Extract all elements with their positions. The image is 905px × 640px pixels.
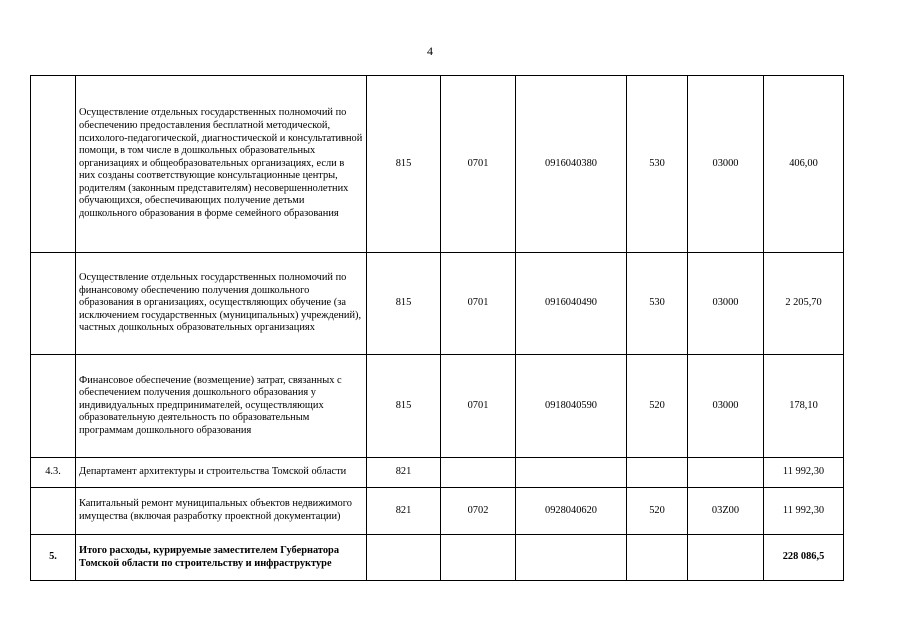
row-csr: 0918040590 — [516, 355, 627, 458]
row-csr: 0916040380 — [516, 76, 627, 253]
row-rzpr: 0702 — [441, 488, 516, 535]
row-vr: 530 — [627, 253, 688, 355]
row-vr: 520 — [627, 488, 688, 535]
row-kosgu: 03000 — [688, 253, 764, 355]
row-sum: 2 205,70 — [764, 253, 844, 355]
row-vr — [627, 458, 688, 488]
row-number — [31, 253, 76, 355]
total-empty-cell — [367, 535, 441, 581]
total-empty-cell — [441, 535, 516, 581]
row-name: Осуществление отдельных государственных полномочий по обеспечению предоставления бесплатной методической, психолого-педагогической, диагностической и консультативной помощи, в том числе в дошкольных образовательных организациях и общеобразовательных организациях, если в них созданы соответствующие консультационные центры, родителям (законным представителям) несовершеннолетних обучающихся, обеспечивающих получение детьми дошкольного образования в форме семейного образования — [76, 76, 367, 253]
row-name: Финансовое обеспечение (возмещение) затрат, связанных с обеспечением получения дошкольного образования у индивидуальных предпринимателей, осуществляющих образовательную деятельность по образовательным программам дошкольного образования — [76, 355, 367, 458]
row-ved: 815 — [367, 76, 441, 253]
row-number: 4.3. — [31, 458, 76, 488]
row-name: Капитальный ремонт муниципальных объектов недвижимого имущества (включая разработку проектной документации) — [76, 488, 367, 535]
total-empty-cell — [516, 535, 627, 581]
table-row — [31, 458, 844, 488]
row-vr: 530 — [627, 76, 688, 253]
row-kosgu: 03000 — [688, 76, 764, 253]
table-row — [31, 355, 844, 458]
row-sum: 178,10 — [764, 355, 844, 458]
row-kosgu: 03000 — [688, 355, 764, 458]
row-sum: 406,00 — [764, 76, 844, 253]
row-number — [31, 76, 76, 253]
row-csr: 0928040620 — [516, 488, 627, 535]
row-number — [31, 355, 76, 458]
row-ved: 815 — [367, 253, 441, 355]
table-row — [31, 253, 844, 355]
row-kosgu — [688, 458, 764, 488]
row-name: Осуществление отдельных государственных полномочий по финансовому обеспечению получения дошкольного образования в организациях, осуществляющих обучение (за исключением государственных (муниципальных) учреждений), частных дошкольных образовательных организациях — [76, 253, 367, 355]
total-empty-cell — [627, 535, 688, 581]
row-ved: 821 — [367, 458, 441, 488]
row-number — [31, 488, 76, 535]
total-empty-cell — [688, 535, 764, 581]
total-name: Итого расходы, курируемые заместителем Губернатора Томской области по строительству и инфраструктуре — [76, 535, 367, 581]
row-rzpr — [441, 458, 516, 488]
row-kosgu: 03Z00 — [688, 488, 764, 535]
table-row — [31, 488, 844, 535]
row-sum: 11 992,30 — [764, 488, 844, 535]
row-sum: 11 992,30 — [764, 458, 844, 488]
page-number: 4 — [427, 44, 433, 58]
row-vr: 520 — [627, 355, 688, 458]
row-rzpr: 0701 — [441, 76, 516, 253]
row-rzpr: 0701 — [441, 253, 516, 355]
row-ved: 815 — [367, 355, 441, 458]
total-number: 5. — [31, 535, 76, 581]
total-row — [31, 535, 844, 581]
budget-table — [30, 75, 844, 581]
table-row — [31, 76, 844, 253]
row-name: Департамент архитектуры и строительства Томской области — [76, 458, 367, 488]
row-csr: 0916040490 — [516, 253, 627, 355]
row-rzpr: 0701 — [441, 355, 516, 458]
row-ved: 821 — [367, 488, 441, 535]
row-csr — [516, 458, 627, 488]
total-sum: 228 086,5 — [764, 535, 844, 581]
